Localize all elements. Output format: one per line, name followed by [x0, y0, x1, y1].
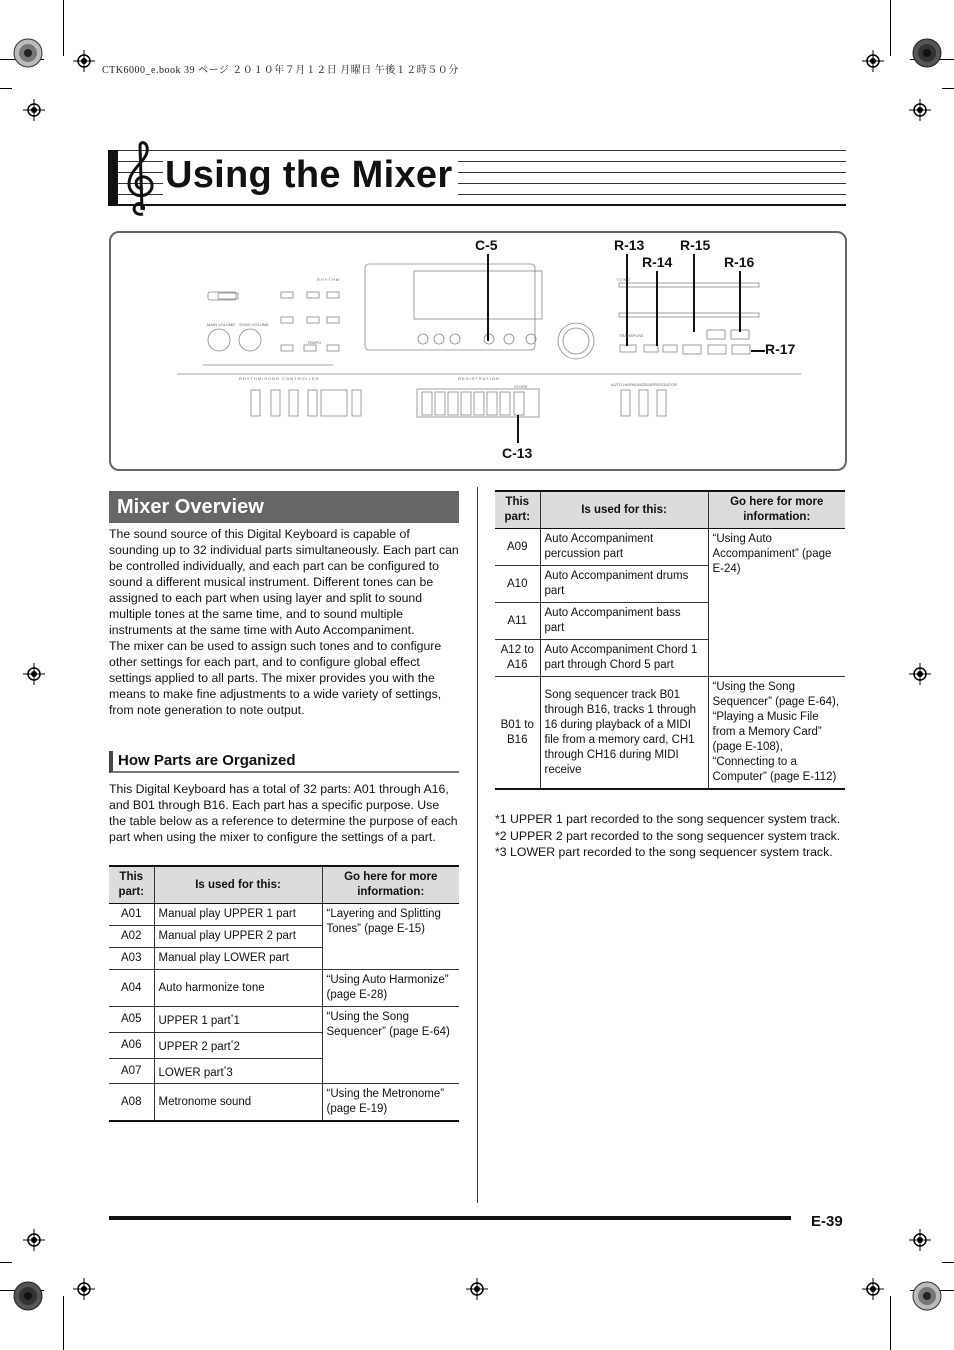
reference-cell: “Using Auto Harmonize” (page E-28)	[322, 970, 459, 1007]
panel-label-registration: REGISTRATION	[458, 376, 500, 381]
table-row: A02 Manual play UPPER 2 part	[109, 926, 459, 948]
footnote: *1 UPPER 1 part recorded to the song sequencer system track.	[495, 812, 841, 826]
registration-mark-icon	[909, 663, 931, 685]
color-rosette-icon	[13, 1281, 43, 1311]
footnote: *3 LOWER part recorded to the song sequencer system track.	[495, 845, 833, 859]
reference-cell: “Using the Song Sequencer” (page E-64), “Playing a Music File from a Memory Card” (page E-108), “Connecting to a Computer” (page E-112)	[708, 677, 845, 790]
column-header: Is used for this:	[154, 866, 322, 904]
color-rosette-icon	[13, 38, 43, 68]
footnotes	[495, 811, 845, 861]
paragraph: The sound source of this Digital Keyboard is capable of sounding up to 32 individual parts simultaneously. Each part can be controlled individually, and each part can be configured to sound a different musical instrument. Different tones can be assigned to each part when using layer and split to sound multiple tones at the same time, and to sound multiple instruments at the same time with Auto Accompaniment.	[109, 527, 459, 637]
callout-r16: R-16	[724, 254, 755, 270]
callout-r17: R-17	[765, 341, 796, 357]
paragraph: The mixer can be used to assign such tones and to configure other settings for each part, and to configure global effect settings applied to all parts. The mixer provides you with the means to make fine adjustments to a wide variety of settings, from note generation to note output.	[109, 639, 442, 717]
column-divider	[477, 487, 478, 1203]
subsection-body	[109, 781, 459, 845]
table-row: A08 Metronome sound “Using the Metronome” (page E-19)	[109, 1084, 459, 1122]
panel-label-main-volume: MAIN VOLUME	[207, 322, 236, 327]
callout-c5: C-5	[475, 237, 498, 253]
registration-mark-icon	[466, 1278, 488, 1300]
table-row: A04 Auto harmonize tone “Using Auto Harmonize” (page E-28)	[109, 970, 459, 1007]
panel-label-store: STORE	[514, 384, 528, 389]
registration-mark-icon	[73, 1278, 95, 1300]
page-title: Using the Mixer	[163, 154, 458, 197]
callout-r13: R-13	[614, 237, 645, 253]
panel-label-rhythm: RHYTHM	[317, 277, 341, 282]
treble-clef-icon	[123, 140, 159, 218]
parts-table-right	[495, 490, 845, 790]
column-header: Go here for more information:	[708, 491, 845, 529]
page-title-banner	[108, 150, 846, 206]
table-row: A01 Manual play UPPER 1 part “Layering and Splitting Tones” (page E-15)	[109, 904, 459, 926]
footer-rule	[109, 1216, 791, 1220]
table-row: A12 to A16 Auto Accompaniment Chord 1 part through Chord 5 part	[495, 640, 845, 677]
callout-r14: R-14	[642, 254, 673, 270]
column-header: Go here for more information:	[322, 866, 459, 904]
registration-mark-icon	[909, 1229, 931, 1251]
panel-label-song-volume: SONG VOLUME	[239, 322, 269, 327]
registration-mark-icon	[862, 50, 884, 72]
reference-cell: “Using the Metronome” (page E-19)	[322, 1084, 459, 1122]
footnote: *2 UPPER 2 part recorded to the song sequencer system track.	[495, 828, 841, 843]
panel-label-arpeggiator: AUTO HARMONIZE/ARPEGGIATOR	[611, 382, 678, 387]
table-row: A06 UPPER 2 part*2	[109, 1032, 459, 1058]
table-row: A09 Auto Accompaniment percussion part “Using Auto Accompaniment” (page E-24)	[495, 529, 845, 566]
registration-mark-icon	[862, 1278, 884, 1300]
panel-label-transpose: TRANSPOSE	[619, 333, 644, 338]
print-header: CTK6000_e.book 39 ページ ２０１０年７月１２日 月曜日 午後１２時５０分	[102, 65, 459, 76]
panel-label-controller: RHYTHM/SONG CONTROLLER	[239, 376, 320, 381]
table-row: A10 Auto Accompaniment drums part	[495, 566, 845, 603]
callout-c13: C-13	[502, 445, 533, 461]
table-row: B01 to B16 Song sequencer track B01 through B16, tracks 1 through 16 during playback of a MIDI file from a memory card, CH1 through CH16 during MIDI receive “Using the Song Sequencer” (page E-64), “Playing a Music File from a Memory Card” (page E-108), “Connecting to a Computer” (page E-112)	[495, 677, 845, 790]
table-row: A03 Manual play LOWER part	[109, 948, 459, 970]
panel-label-tempo: TEMPO	[307, 340, 322, 345]
keyboard-panel-diagram	[109, 231, 847, 471]
registration-mark-icon	[73, 50, 95, 72]
reference-cell: “Using the Song Sequencer” (page E-64)	[322, 1007, 459, 1084]
page-number: E-39	[811, 1213, 843, 1230]
color-rosette-icon	[912, 38, 942, 68]
parts-table-left	[109, 865, 459, 1122]
registration-mark-icon	[23, 1229, 45, 1251]
paragraph: This Digital Keyboard has a total of 32 parts: A01 through A16, and B01 through B16. Each part has a specific purpose. Use the table below as a reference to determine the purpose of each part when using the mixer to configure the settings of a part.	[109, 782, 458, 844]
color-rosette-icon	[912, 1281, 942, 1311]
section-body	[109, 526, 459, 718]
column-header: This part:	[495, 491, 540, 529]
column-header: This part:	[109, 866, 154, 904]
table-row: A05 UPPER 1 part*1 “Using the Song Sequencer” (page E-64)	[109, 1007, 459, 1033]
table-row: A07 LOWER part*3	[109, 1058, 459, 1084]
reference-cell: “Layering and Splitting Tones” (page E-15)	[322, 904, 459, 970]
subsection-header: How Parts are Organized	[109, 751, 459, 773]
registration-mark-icon	[23, 99, 45, 121]
panel-label-tone: TONE	[616, 277, 632, 282]
section-header: Mixer Overview	[109, 491, 459, 523]
column-header: Is used for this:	[540, 491, 708, 529]
reference-cell: “Using Auto Accompaniment” (page E-24)	[708, 529, 845, 677]
callout-r15: R-15	[680, 237, 711, 253]
table-row: A11 Auto Accompaniment bass part	[495, 603, 845, 640]
registration-mark-icon	[909, 99, 931, 121]
registration-mark-icon	[23, 663, 45, 685]
